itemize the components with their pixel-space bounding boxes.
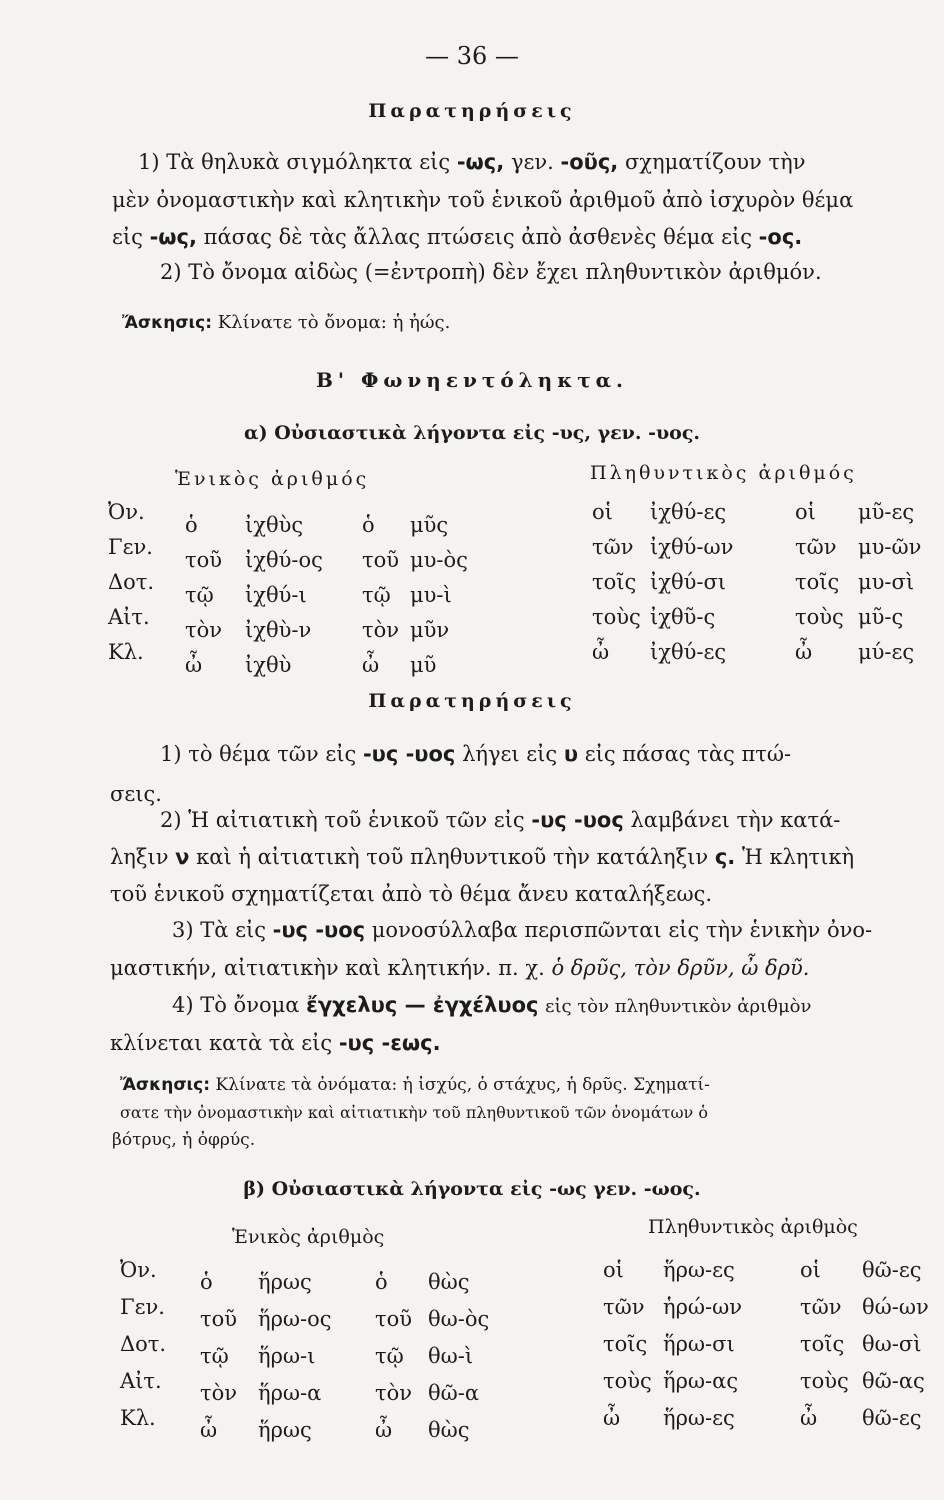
sub_b-a1-row1: τοῦ	[200, 1307, 238, 1331]
section1-heading: Παρατηρήσεις	[368, 100, 576, 122]
sub_b-b1-row3: τὸν	[375, 1381, 413, 1405]
sub_b-b2-row0: θὼς	[428, 1270, 470, 1294]
sub-b-singular-header: Ἑνικὸς ἀριθμὸς	[232, 1226, 385, 1248]
text: σχηματίζουν τὴν	[624, 150, 806, 174]
s2-note3-line2	[110, 956, 809, 980]
text: 1) τὸ θέμα τῶν εἰς	[160, 742, 357, 766]
sub_b-case-row3: Αἰτ.	[120, 1369, 162, 1393]
sub_b-case-row0: Ὀν.	[120, 1258, 157, 1282]
sub_b-d2-row2: θω-σὶ	[862, 1332, 922, 1356]
sub_a-b1-row1: τοῦ	[362, 548, 400, 572]
sub_b-c1-row0: οἱ	[603, 1258, 624, 1282]
exercise-2-line2: σατε τὴν ὀνομαστικὴν καὶ αἰτιατικὴν τοῦ πληθυντικοῦ τῶν ὀνομάτων ὁ	[120, 1103, 708, 1122]
note1-line2: μὲν ὀνομαστικὴν καὶ κλητικὴν τοῦ ἑνικοῦ ἀριθμοῦ ἀπὸ ἰσχυρὸν θέμα	[112, 188, 854, 212]
sub_a-a1-row4: ὦ	[185, 653, 203, 677]
sub_a-d2-row2: μυ-σὶ	[858, 570, 915, 594]
sub_a-c1-row0: οἱ	[592, 500, 613, 524]
sub_a-b1-row0: ὁ	[362, 513, 375, 537]
text: Ἡ κλητικὴ	[741, 845, 855, 869]
sub_a-a1-row1: τοῦ	[185, 548, 223, 572]
s2-note3-line1	[172, 918, 872, 942]
note1-line1	[138, 150, 805, 174]
sub_b-b1-row4: ὦ	[375, 1418, 393, 1442]
note2: 2) Τὸ ὄνομα αἰδὼς (=ἐντροπὴ) δὲν ἔχει πληθυντικὸν ἀριθμόν.	[160, 260, 822, 284]
sub_b-a2-row3: ἥρω-α	[258, 1381, 322, 1405]
sub_a-b1-row4: ὦ	[362, 653, 380, 677]
sub_a-b1-row2: τῷ	[362, 583, 391, 607]
sub_a-b2-row0: μῦς	[410, 513, 449, 537]
text: εἰς	[112, 225, 143, 249]
sub_b-a2-row4: ἥρως	[258, 1418, 312, 1442]
sub_a-c2-row1: ἰχθύ-ων	[650, 535, 734, 559]
sub_b-c2-row4: ἥρω-ες	[663, 1406, 735, 1430]
text: γεν.	[510, 150, 554, 174]
exercise-text: Κλίνατε τὰ ὀνόματα: ἡ ἰσχύς, ὁ στάχυς, ἡ δρῦς. Σχηματί-	[215, 1075, 710, 1095]
sub_a-d1-row0: οἱ	[795, 500, 816, 524]
sub_a-case-row3: Αἰτ.	[108, 605, 150, 629]
s2-note1-line1	[160, 742, 791, 766]
sub_b-c1-row3: τοὺς	[603, 1369, 652, 1393]
sub_a-b1-row3: τὸν	[362, 618, 400, 642]
sub-b-plural-header: Πληθυντικὸς ἀριθμὸς	[648, 1216, 858, 1238]
sub-a-plural-header: Πληθυντικὸς ἀριθμός	[590, 462, 857, 484]
sub_a-case-row4: Κλ.	[108, 640, 144, 664]
sub_b-a2-row0: ἥρως	[258, 1270, 312, 1294]
sub_b-b1-row2: τῷ	[375, 1344, 404, 1368]
sub-b-heading: β) Οὐσιαστικὰ λήγοντα εἰς -ως γεν. -ωος.	[243, 1178, 701, 1200]
suffix: -ως,	[149, 225, 197, 249]
text: μονοσύλλαβα περισπῶνται εἰς τὴν ἑνικὴν ὀνο-	[371, 918, 873, 942]
sub_b-c2-row2: ἥρω-σι	[663, 1332, 735, 1356]
sub-a-singular-header: Ἑνικὸς ἀριθμός	[175, 468, 370, 490]
suffix: -υς -υος	[272, 918, 366, 942]
sub_a-b2-row4: μῦ	[410, 653, 437, 677]
sub_b-a1-row4: ὦ	[200, 1418, 218, 1442]
text: λαμβάνει τὴν κατά-	[630, 808, 841, 832]
sub_b-b2-row2: θω-ὶ	[428, 1344, 474, 1368]
section-b-heading: Β' Φωνηεντόληκτα.	[315, 368, 629, 392]
text: ληξιν	[110, 845, 169, 869]
exercise-label: Ἄσκησις:	[122, 313, 213, 333]
text: εἰς τὸν πληθυντικὸν ἀριθμὸν	[545, 996, 812, 1017]
sub_a-a2-row3: ἰχθὺ-ν	[245, 618, 312, 642]
suffix: -υς -υος	[362, 742, 456, 766]
sub_b-c2-row3: ἥρω-ας	[663, 1369, 739, 1393]
sub_a-c2-row3: ἰχθῦ-ς	[650, 605, 716, 629]
sub_b-c1-row2: τοῖς	[603, 1332, 648, 1356]
sub_a-a2-row4: ἰχθὺ	[245, 653, 292, 677]
suffix: ν	[175, 845, 190, 869]
sub_a-c2-row4: ἰχθύ-ες	[650, 640, 727, 664]
sub_b-a1-row2: τῷ	[200, 1344, 229, 1368]
exercise-2-line3: βότρυς, ἡ ὀφρύς.	[112, 1130, 256, 1150]
sub_b-a2-row1: ἥρω-ος	[258, 1307, 332, 1331]
sub_b-case-row4: Κλ.	[120, 1406, 156, 1430]
sub_a-d2-row4: μύ-ες	[858, 640, 915, 664]
sub_b-case-row2: Δοτ.	[120, 1332, 167, 1356]
suffix: ς.	[714, 845, 736, 869]
sub_a-d1-row3: τοὺς	[795, 605, 844, 629]
sub_a-c1-row2: τοῖς	[592, 570, 637, 594]
sub_b-d2-row0: θῶ-ες	[862, 1258, 922, 1282]
sub_a-d1-row2: τοῖς	[795, 570, 840, 594]
text: 3) Τὰ εἰς	[172, 918, 266, 942]
text: κλίνεται κατὰ τὰ εἰς	[110, 1031, 333, 1055]
sub_a-case-row1: Γεν.	[108, 535, 153, 559]
section2-heading: Παρατηρήσεις	[368, 690, 576, 712]
s2-note4-line2	[110, 1031, 441, 1055]
sub_b-d2-row1: θώ-ων	[862, 1295, 929, 1319]
page-number: — 36 —	[425, 42, 519, 70]
text: μαστικήν, αἰτιατικὴν καὶ κλητικήν. π. χ.	[110, 956, 545, 980]
suffix: -ως,	[456, 150, 505, 174]
s2-note2-line1	[160, 808, 840, 832]
s2-note4-line1	[172, 993, 811, 1017]
s2-note2-line2	[110, 845, 854, 869]
sub_a-b2-row3: μῦν	[410, 618, 450, 642]
sub_a-a2-row0: ἰχθὺς	[245, 513, 304, 537]
sub_b-d1-row1: τῶν	[800, 1295, 842, 1319]
sub_b-d1-row4: ὦ	[800, 1406, 818, 1430]
sub_a-c1-row3: τοὺς	[592, 605, 641, 629]
sub_a-d1-row4: ὦ	[795, 640, 813, 664]
sub_b-case-row1: Γεν.	[120, 1295, 165, 1319]
sub_a-a2-row2: ἰχθύ-ι	[245, 583, 307, 607]
exercise-1	[122, 312, 450, 333]
text: 4) Τὸ ὄνομα	[172, 993, 300, 1017]
sub_b-a1-row0: ὁ	[200, 1270, 213, 1294]
suffix: -υς -υος	[531, 808, 624, 832]
exercise-label: Ἄσκησις:	[120, 1075, 211, 1095]
example: ὁ δρῦς, τὸν δρῦν, ὦ δρῦ.	[551, 956, 810, 980]
sub_b-b2-row1: θω-ὸς	[428, 1307, 490, 1331]
sub_b-b2-row4: θὼς	[428, 1418, 470, 1442]
sub_a-a1-row0: ὁ	[185, 513, 198, 537]
text: εἰς πάσας τὰς πτώ-	[584, 742, 792, 766]
sub-a-heading: α) Οὐσιαστικὰ λήγοντα εἰς -υς, γεν. -υος.	[243, 422, 701, 444]
sub_b-c1-row1: τῶν	[603, 1295, 645, 1319]
sub_b-a2-row2: ἥρω-ι	[258, 1344, 316, 1368]
sub_b-d2-row4: θῶ-ες	[862, 1406, 922, 1430]
sub_b-b2-row3: θῶ-α	[428, 1381, 480, 1405]
sub_a-case-row0: Ὀν.	[108, 500, 145, 524]
note1-line3	[112, 225, 802, 249]
exercise-text: Κλίνατε τὸ ὄνομα: ἡ ἠώς.	[217, 312, 451, 333]
sub_a-c1-row4: ὦ	[592, 640, 610, 664]
sub_a-a1-row3: τὸν	[185, 618, 223, 642]
sub_a-d1-row1: τῶν	[795, 535, 837, 559]
sub_b-a1-row3: τὸν	[200, 1381, 238, 1405]
sub_b-c1-row4: ὦ	[603, 1406, 621, 1430]
sub_a-a2-row1: ἰχθύ-ος	[245, 548, 323, 572]
suffix: -υς -εως.	[338, 1031, 441, 1055]
text: πάσας δὲ τὰς ἄλλας πτώσεις ἀπὸ ἀσθενὲς θέμα εἰς	[203, 225, 752, 249]
sub_b-b1-row1: τοῦ	[375, 1307, 413, 1331]
s2-note2-line3: τοῦ ἑνικοῦ σχηματίζεται ἀπὸ τὸ θέμα ἄνευ καταλήξεως.	[110, 882, 713, 906]
sub_a-b2-row2: μυ-ὶ	[410, 583, 452, 607]
sub_b-b1-row0: ὁ	[375, 1270, 388, 1294]
suffix: ἔγχελυς — ἐγχέλυος	[306, 993, 539, 1017]
suffix: -ος.	[758, 225, 803, 249]
sub_a-d2-row1: μυ-ῶν	[858, 535, 922, 559]
sub_a-case-row2: Δοτ.	[108, 570, 155, 594]
text: καὶ ἡ αἰτιατικὴ τοῦ πληθυντικοῦ τὴν κατάληξιν	[196, 845, 709, 869]
sub_a-c2-row0: ἰχθύ-ες	[650, 500, 727, 524]
sub_b-d1-row2: τοῖς	[800, 1332, 845, 1356]
sub_a-d2-row0: μῦ-ες	[858, 500, 915, 524]
sub_a-d2-row3: μῦ-ς	[858, 605, 904, 629]
s2-note1-line2: σεις.	[110, 782, 162, 806]
suffix: υ	[563, 742, 579, 766]
sub_a-c1-row1: τῶν	[592, 535, 634, 559]
text: 2) Ἡ αἰτιατικὴ τοῦ ἑνικοῦ τῶν εἰς	[160, 808, 525, 832]
text: 1) Τὰ θηλυκὰ σιγμόληκτα εἰς	[138, 150, 451, 174]
exercise-2-line1	[120, 1075, 710, 1095]
sub_a-b2-row1: μυ-ὸς	[410, 548, 468, 572]
sub_b-c2-row1: ἡρώ-ων	[663, 1295, 743, 1319]
sub_b-d1-row0: οἱ	[800, 1258, 821, 1282]
suffix: -οῦς,	[560, 150, 619, 174]
text: λήγει εἰς	[462, 742, 558, 766]
sub_b-d1-row3: τοὺς	[800, 1369, 849, 1393]
sub_b-c2-row0: ἥρω-ες	[663, 1258, 735, 1282]
sub_a-a1-row2: τῷ	[185, 583, 214, 607]
sub_a-c2-row2: ἰχθύ-σι	[650, 570, 727, 594]
sub_b-d2-row3: θῶ-ας	[862, 1369, 925, 1393]
